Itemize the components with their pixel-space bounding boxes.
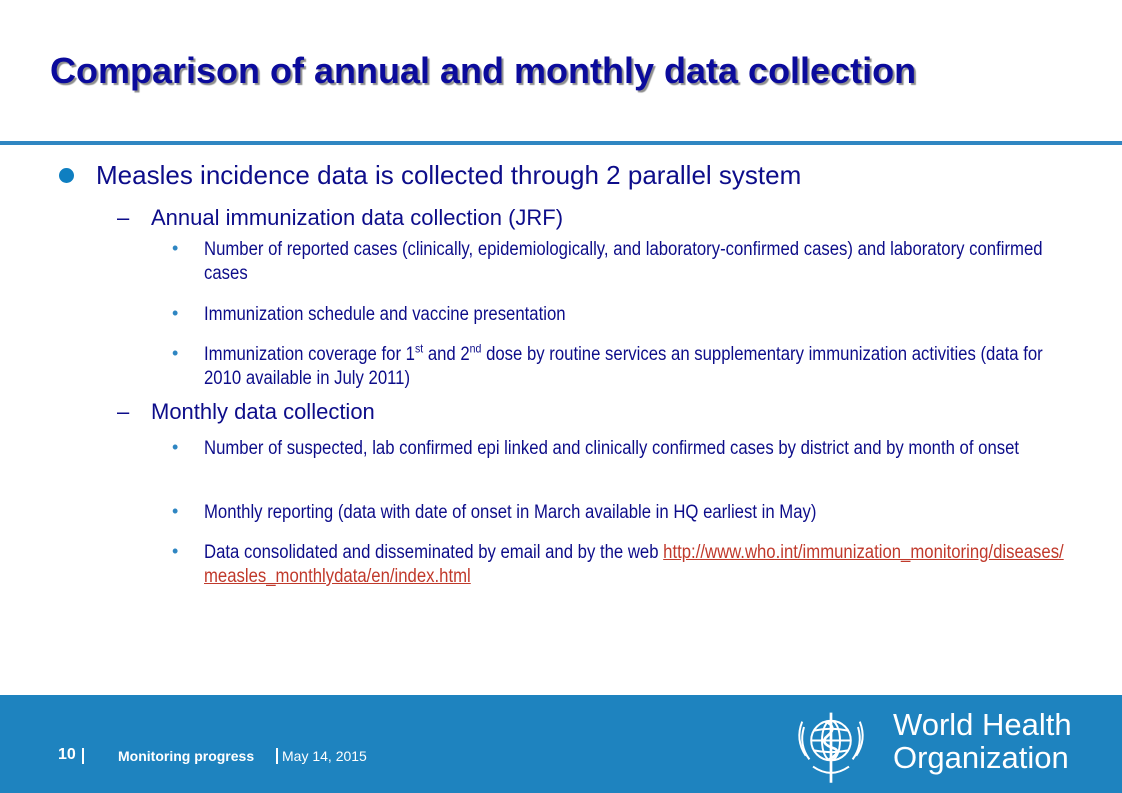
main-bullet: Measles incidence data is collected through 2 parallel system [96, 160, 802, 190]
coverage-text-1: Immunization coverage for 1 [204, 344, 415, 365]
footer-separator [276, 748, 278, 764]
bullet-icon: • [172, 501, 179, 521]
bullet-icon: • [172, 303, 179, 323]
who-emblem-icon [786, 700, 876, 790]
bullet-icon: • [172, 437, 179, 457]
footer-title: Monitoring progress [118, 748, 255, 764]
bullet-dot-icon [59, 168, 74, 183]
bullet-icon: • [172, 238, 179, 258]
section-heading-annual: Annual immunization data collection (JRF) [151, 205, 564, 230]
coverage-sup-2: nd [469, 341, 482, 356]
footer-date: May 14, 2015 [282, 748, 367, 764]
list-item: Immunization schedule and vaccine presentation [204, 304, 566, 325]
title-divider [0, 141, 1122, 145]
list-item-coverage [204, 343, 1064, 391]
coverage-text-2: and 2 [423, 344, 470, 365]
coverage-text-3: dose by routine services an supplementary immunization activities (data for 2010 available in July 2011) [204, 344, 1043, 389]
list-item: Monthly reporting (data with date of onset in March available in HQ earliest in May) [204, 502, 817, 523]
list-item-web [204, 541, 1064, 589]
dash-icon: – [117, 399, 130, 424]
page-number: 10 [58, 746, 76, 763]
web-text: Data consolidated and disseminated by email and by the web [204, 542, 664, 563]
bullet-icon: • [172, 541, 179, 561]
section-heading-monthly: Monthly data collection [151, 399, 375, 424]
footer-separator [82, 748, 84, 764]
bullet-icon: • [172, 343, 179, 363]
list-item: Number of suspected, lab confirmed epi linked and clinically confirmed cases by district and by month of onset [204, 438, 1020, 459]
org-name-line-1: World Health [893, 707, 1072, 742]
slide-title: Comparison of annual and monthly data collection [50, 50, 917, 91]
list-item: Number of reported cases (clinically, epidemiologically, and laboratory-confirmed cases) and laboratory confirmed cases [204, 239, 1043, 284]
coverage-sup-1: st [414, 341, 424, 356]
org-name-line-2: Organization [893, 740, 1069, 775]
who-wordmark [893, 708, 1072, 774]
dash-icon: – [117, 205, 130, 230]
measles-data-link[interactable]: http://www.who.int/immunization_monitoring/diseases/measles_monthlydata/en/index.html [204, 542, 1064, 587]
